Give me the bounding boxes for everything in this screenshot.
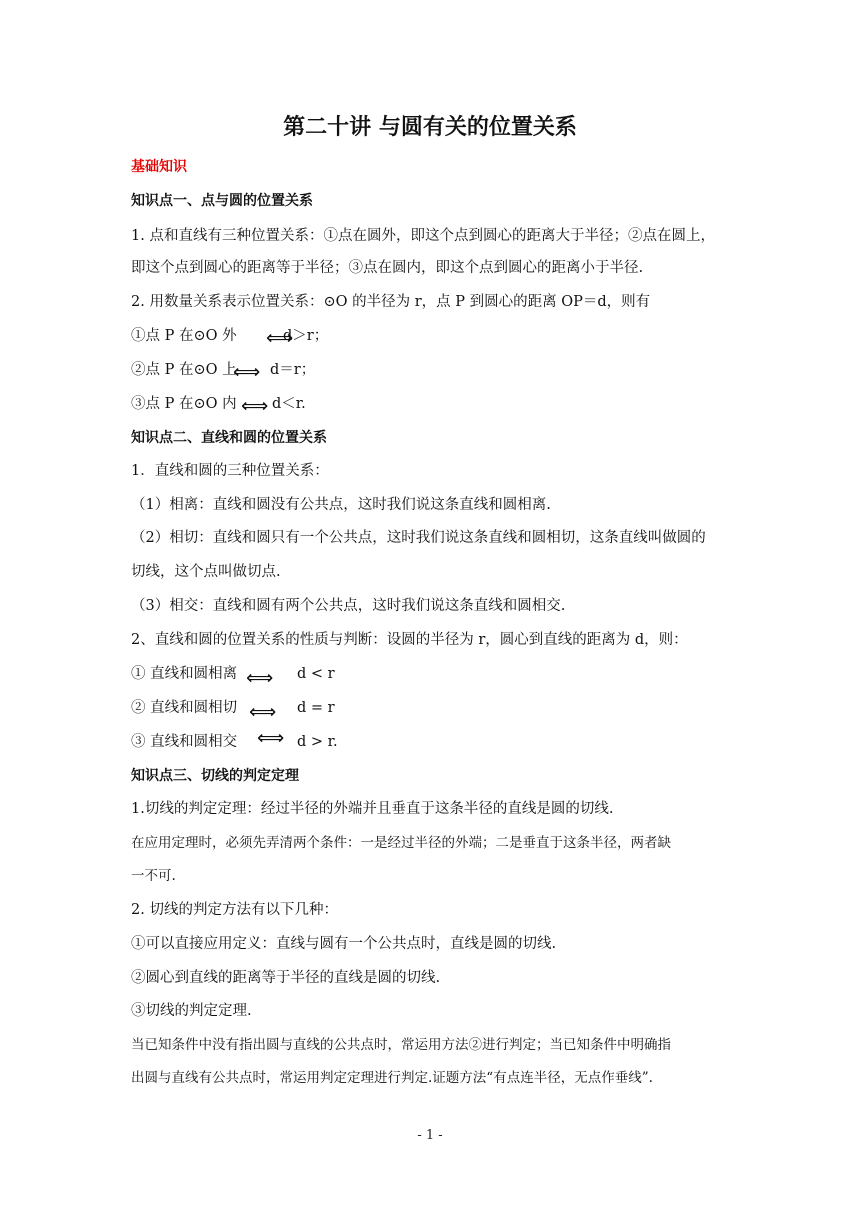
kp3-method-1: ①可以直接应用定义：直线与圆有一个公共点时，直线是圆的切线. — [131, 936, 557, 952]
equivalence-arrow-icon: ⟺ — [233, 361, 261, 383]
kp1-case-outside-condition: d＞r； — [283, 328, 329, 344]
equivalence-arrow-icon: ⟺ — [241, 395, 269, 417]
kp2-relation-tangent-condition: d = r — [297, 700, 335, 716]
equivalence-arrow-icon: ⟺ — [266, 327, 294, 349]
kp3-note-2-line-1: 当已知条件中没有指出圆与直线的公共点时，常运用方法②进行判定；当已知条件中明确指 — [131, 1037, 671, 1053]
kp3-method-2: ②圆心到直线的距离等于半径的直线是圆的切线. — [131, 970, 441, 986]
kp3-paragraph-2: 2. 切线的判定方法有以下几种： — [131, 902, 338, 918]
kp2-relation-intersect-label: ③ 直线和圆相交 — [131, 734, 238, 750]
equivalence-arrow-icon: ⟺ — [246, 667, 274, 689]
kp2-intersect: （3）相交：直线和圆有两个公共点，这时我们说这条直线和圆相交. — [131, 598, 566, 614]
section-heading-basic: 基础知识 — [131, 159, 187, 175]
equivalence-arrow-icon: ⟺ — [257, 727, 285, 749]
equivalence-arrow-icon: ⟺ — [249, 701, 277, 723]
kp3-note-1-line-2: 一不可. — [131, 868, 176, 884]
kp3-note-1-line-1: 在应用定理时，必须先弄清两个条件：一是经过半径的外端；二是垂直于这条半径，两者缺 — [131, 835, 671, 851]
kp1-case-inside-label: ③点 P 在⊙O 内 — [131, 396, 237, 412]
kp3-note-2-line-2: 出圆与直线有公共点时，常运用判定定理进行判定.证题方法“有点连半径，无点作垂线”. — [131, 1070, 653, 1086]
kp3-theorem: 1.切线的判定定理：经过半径的外端并且垂直于这条半径的直线是圆的切线. — [131, 801, 614, 817]
kp2-relation-intersect-condition: d > r. — [297, 734, 338, 750]
kp3-method-3: ③切线的判定定理. — [131, 1003, 252, 1019]
kp1-case-outside-label: ①点 P 在⊙O 外 — [131, 328, 237, 344]
kp1-case-on-condition: d＝r； — [270, 362, 316, 378]
kp3-heading: 知识点三、切线的判定定理 — [131, 768, 299, 784]
kp2-paragraph-1: 1．直线和圆的三种位置关系： — [131, 463, 329, 479]
kp1-case-inside-condition: d＜r. — [272, 396, 306, 412]
kp2-heading: 知识点二、直线和圆的位置关系 — [131, 430, 327, 446]
kp1-heading: 知识点一、点与圆的位置关系 — [131, 193, 313, 209]
kp2-paragraph-2: 2、直线和圆的位置关系的性质与判断：设圆的半径为 r，圆心到直线的距离为 d，则： — [131, 632, 688, 648]
kp1-case-on-label: ②点 P 在⊙O 上 — [131, 362, 237, 378]
page-title: 第二十讲 与圆有关的位置关系 — [283, 115, 577, 140]
kp2-tangent-line-1: （2）相切：直线和圆只有一个公共点，这时我们说这条直线和圆相切，这条直线叫做圆的 — [131, 530, 706, 546]
kp1-paragraph-1-line-2: 即这个点到圆心的距离等于半径；③点在圆内，即这个点到圆心的距离小于半径. — [131, 260, 644, 276]
kp2-tangent-line-2: 切线，这个点叫做切点. — [131, 564, 281, 580]
page-number: - 1 - — [417, 1128, 443, 1143]
kp1-paragraph-2: 2. 用数量关系表示位置关系：⊙O 的半径为 r，点 P 到圆心的距离 OP＝d，则有 — [131, 294, 651, 310]
kp2-relation-separate-label: ① 直线和圆相离 — [131, 666, 238, 682]
kp2-separate: （1）相离：直线和圆没有公共点，这时我们说这条直线和圆相离. — [131, 497, 551, 513]
kp2-relation-separate-condition: d < r — [297, 666, 335, 682]
kp1-paragraph-1-line-1: 1. 点和直线有三种位置关系：①点在圆外，即这个点到圆心的距离大于半径；②点在圆上， — [131, 228, 715, 244]
kp2-relation-tangent-label: ② 直线和圆相切 — [131, 700, 238, 716]
